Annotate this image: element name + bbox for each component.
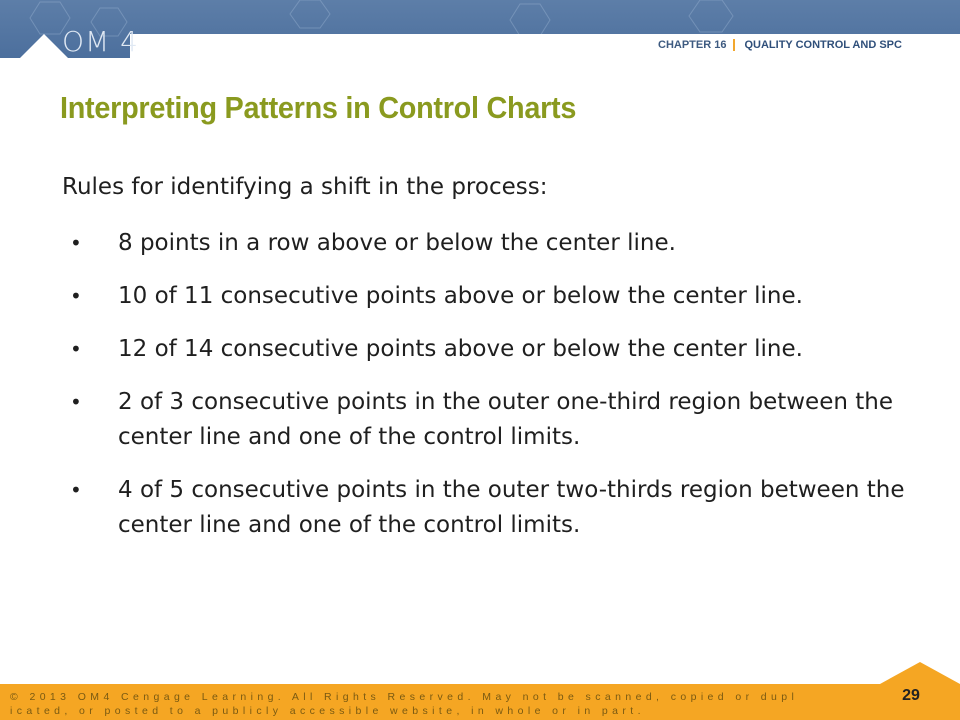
page-number: 29 [902, 687, 920, 704]
rule-text: 12 of 14 consecutive points above or below the center line. [118, 336, 803, 362]
om4-logo-text: OM 4 [62, 25, 139, 58]
list-item [70, 385, 910, 455]
om4-logo-icon [20, 32, 68, 58]
rule-text: 4 of 5 consecutive points in the outer two-thirds region between the center line and one of the control limits. [118, 477, 905, 538]
chapter-topic: QUALITY CONTROL AND SPC [744, 39, 902, 51]
list-item [70, 279, 910, 314]
bullet-icon: • [70, 337, 82, 361]
list-item [70, 332, 910, 367]
bullet-icon: • [70, 231, 82, 255]
rules-list [70, 226, 910, 561]
chapter-label: CHAPTER 16 [658, 39, 735, 51]
rule-text: 10 of 11 consecutive points above or below the center line. [118, 283, 803, 309]
chapter-info [658, 37, 902, 53]
rule-text: 2 of 3 consecutive points in the outer one-third region between the center line and one of the control limits. [118, 389, 893, 450]
intro-text: Rules for identifying a shift in the process: [62, 174, 548, 200]
bullet-icon: • [70, 478, 82, 502]
copyright-notice: © 2013 OM4 Cengage Learning. All Rights Reserved. May not be scanned, copied or duplicated, or posted to a publicly accessible website, in whole or in part. [10, 691, 799, 717]
list-item [70, 226, 910, 261]
list-item [70, 473, 910, 543]
rule-text: 8 points in a row above or below the center line. [118, 230, 676, 256]
slide-title: Interpreting Patterns in Control Charts [60, 90, 577, 125]
bullet-icon: • [70, 284, 82, 308]
bullet-icon: • [70, 390, 82, 414]
